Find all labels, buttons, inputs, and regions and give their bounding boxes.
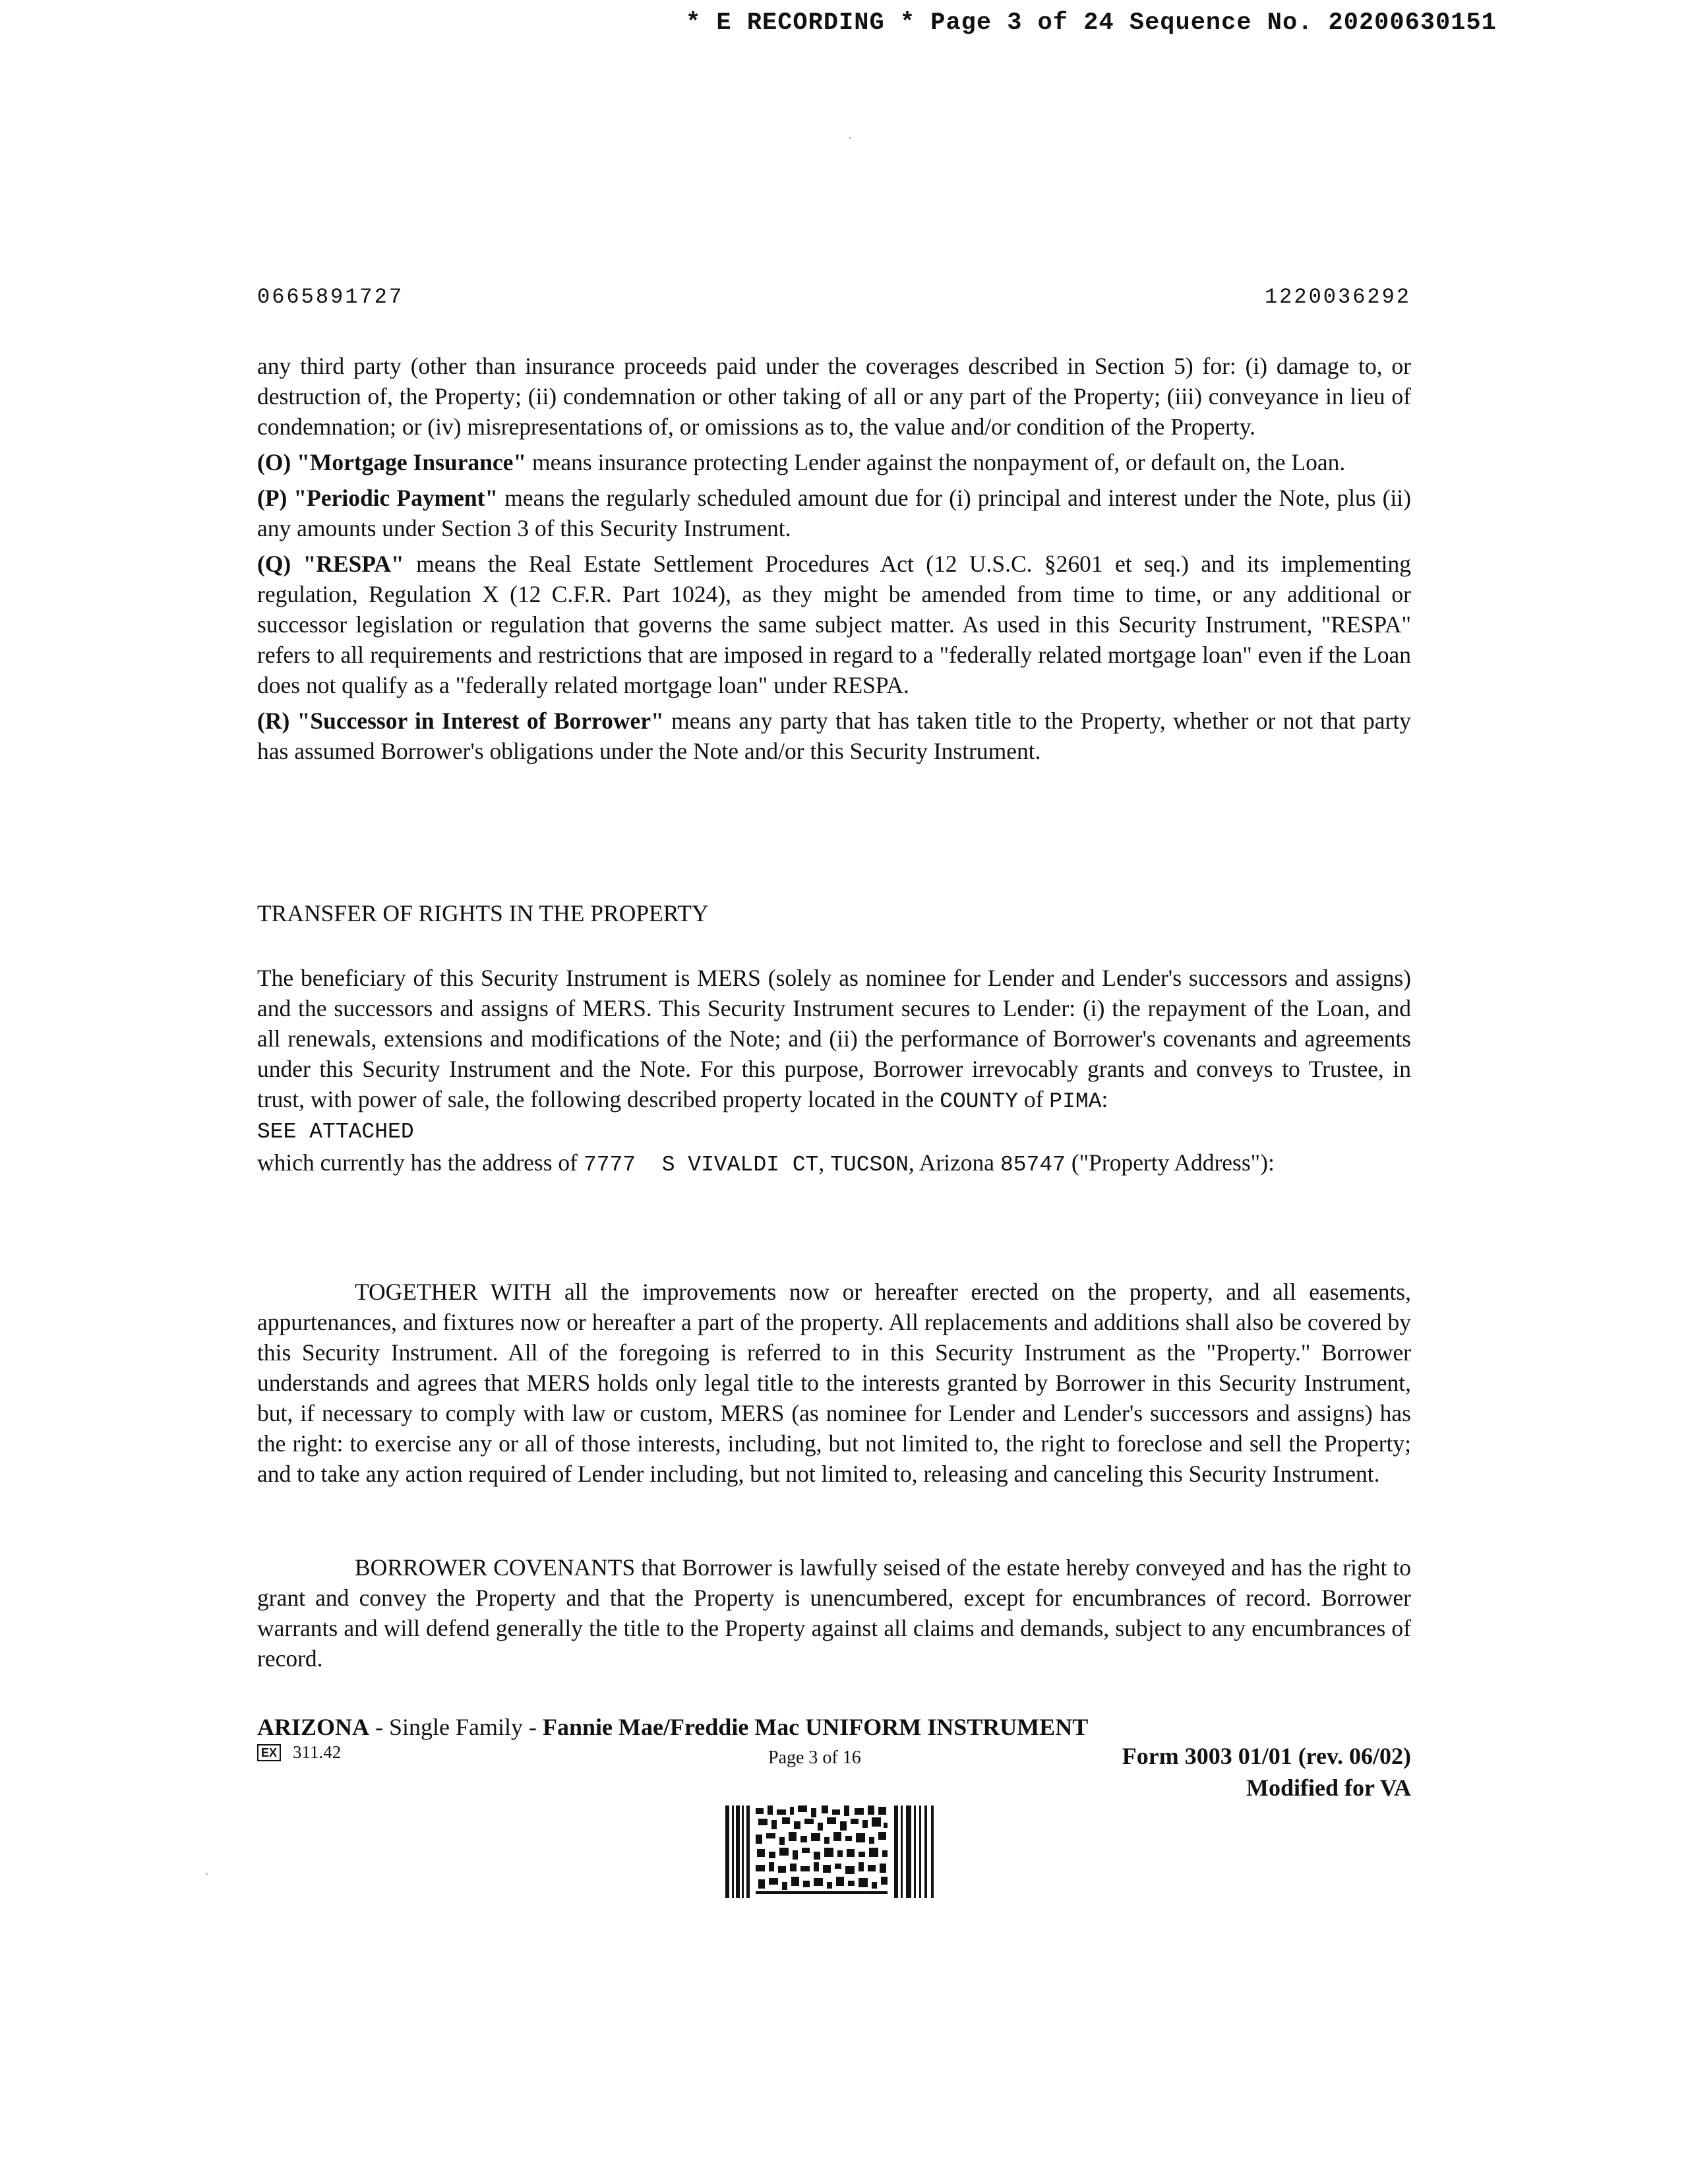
uniform-instrument: Fannie Mae/Freddie Mac UNIFORM INSTRUMENT [543, 1714, 1089, 1740]
address-prefix: which currently has the address of [257, 1149, 584, 1176]
form-title-sep: - Single Family - [369, 1714, 543, 1740]
property-address-line [257, 1147, 1411, 1180]
state-text: , Arizona [908, 1149, 1000, 1176]
definition-r-text: means any party that has taken title to the Property, whether or not that party has assumed Borrower's obligations under the Note and/or this Security Instrument. [257, 708, 1411, 764]
street-address: 7777 S VIVALDI CT [583, 1153, 819, 1177]
definition-o-text: means insurance protecting Lender against the nonpayment of, or default on, the Loan. [526, 449, 1346, 475]
county-word: COUNTY [940, 1089, 1018, 1114]
county-name: PIMA [1049, 1089, 1102, 1114]
definition-q-text: means the Real Estate Settlement Procedures Act (12 U.S.C. §2601 et seq.) and its implementing regulation, Regulation X (12 C.F.R. Part 1024), as they might be amended from time to time, or any additional or successor legislation or regulation that governs the same subject matter. As used in this Security Instrument, "RESPA" refers to all requirements and restrictions that are imposed in regard to a "federally related mortgage loan" even if the Loan does not qualify as a "federally related mortgage loan" under RESPA. [257, 551, 1411, 698]
transfer-text: The beneficiary of this Security Instrument is MERS (solely as nominee for Lender and Lender's successors and assigns) and the successors and assigns of MERS. This Security Instrument secures to Lender: (i) the repayment of the Loan, and all renewals, extensions and modifications of the Note; and (ii) the performance of Borrower's covenants and agreements under this Security Instrument and the Note. For this purpose, Borrower irrevocably grants and conveys to Trustee, in trust, with power of sale, the following described property located in the [257, 965, 1411, 1112]
page-number: Page 3 of 16 [768, 1747, 861, 1768]
state-name: ARIZONA [257, 1714, 370, 1740]
city: TUCSON [830, 1153, 909, 1177]
transfer-heading: TRANSFER OF RIGHTS IN THE PROPERTY [257, 900, 709, 926]
transfer-paragraph [257, 963, 1411, 1117]
definition-p [257, 483, 1411, 543]
form-number: Form 3003 01/01 (rev. 06/02) [1122, 1743, 1411, 1769]
legal-description: SEE ATTACHED [257, 1120, 414, 1144]
recording-header: * E RECORDING * Page 3 of 24 Sequence No. 20200630151 [686, 9, 1497, 37]
address-comma: , [818, 1149, 831, 1176]
address-suffix: ("Property Address"): [1065, 1149, 1275, 1176]
zip-code: 85747 [1000, 1153, 1066, 1177]
form-code-number: 311.42 [293, 1742, 342, 1762]
together-with-paragraph: TOGETHER WITH all the improvements now or hereafter erected on the property, and all easements, appurtenances, and fixtures now or hereafter a part of the property. All replacements and additions shall also be covered by this Security Instrument. All of the foregoing is referred to in this Security Instrument as the "Property." Borrower understands and agrees that MERS holds only legal title to the interests granted by Borrower in this Security Instrument, but, if necessary to comply with law or custom, MERS (as nominee for Lender and Lender's successors and assigns) has the right: to exercise any or all of those interests, including, but not limited to, the right to foreclose and sell the Property; and to take any action required of Lender including, but not limited to, releasing and canceling this Security Instrument. [257, 1279, 1411, 1487]
definition-r [257, 706, 1411, 766]
form-title [257, 1713, 1088, 1741]
modified-for-va: Modified for VA [1246, 1774, 1411, 1801]
definition-p-text: means the regularly scheduled amount due for (i) principal and interest under the Note, plus (ii) any amounts under Section 3 of this Security Instrument. [257, 485, 1411, 541]
definition-r-term: (R) "Successor in Interest of Borrower" [257, 708, 664, 734]
definition-p-term: (P) "Periodic Payment" [257, 485, 498, 511]
definition-o-term: (O) "Mortgage Insurance" [257, 449, 527, 475]
borrower-covenants-paragraph: BORROWER COVENANTS that Borrower is lawfully seised of the estate hereby conveyed and has the right to grant and convey the Property and that the Property is unencumbered, except for encumbrances of record. Borrower warrants and will defend generally the title to the Property against all claims and demands, subject to any encumbrances of record. [257, 1554, 1411, 1672]
definition-o [257, 447, 1411, 477]
definitions-block [257, 351, 1411, 772]
colon: : [1101, 1086, 1108, 1112]
loan-number-right: 1220036292 [1264, 285, 1411, 309]
ex-logo-icon: EX [257, 1744, 281, 1761]
barcode-icon [725, 1805, 936, 1898]
form-code [257, 1742, 341, 1763]
definition-q [257, 549, 1411, 700]
of-word: of [1017, 1086, 1050, 1112]
scan-speck [206, 1873, 208, 1875]
loan-number-left: 0665891727 [257, 285, 404, 309]
definition-n-continuation: any third party (other than insurance proceeds paid under the coverages described in Section 5) for: (i) damage to, or destruction of, the Property; (ii) condemnation or other taking of all or any part of the Property; (iii) conveyance in lieu of condemnation; or (iv) misrepresentations of, or omissions as to, the value and/or condition of the Property. [257, 353, 1411, 440]
definition-q-term: (Q) "RESPA" [257, 551, 404, 577]
transfer-block [257, 963, 1411, 1180]
scan-speck [849, 137, 851, 139]
